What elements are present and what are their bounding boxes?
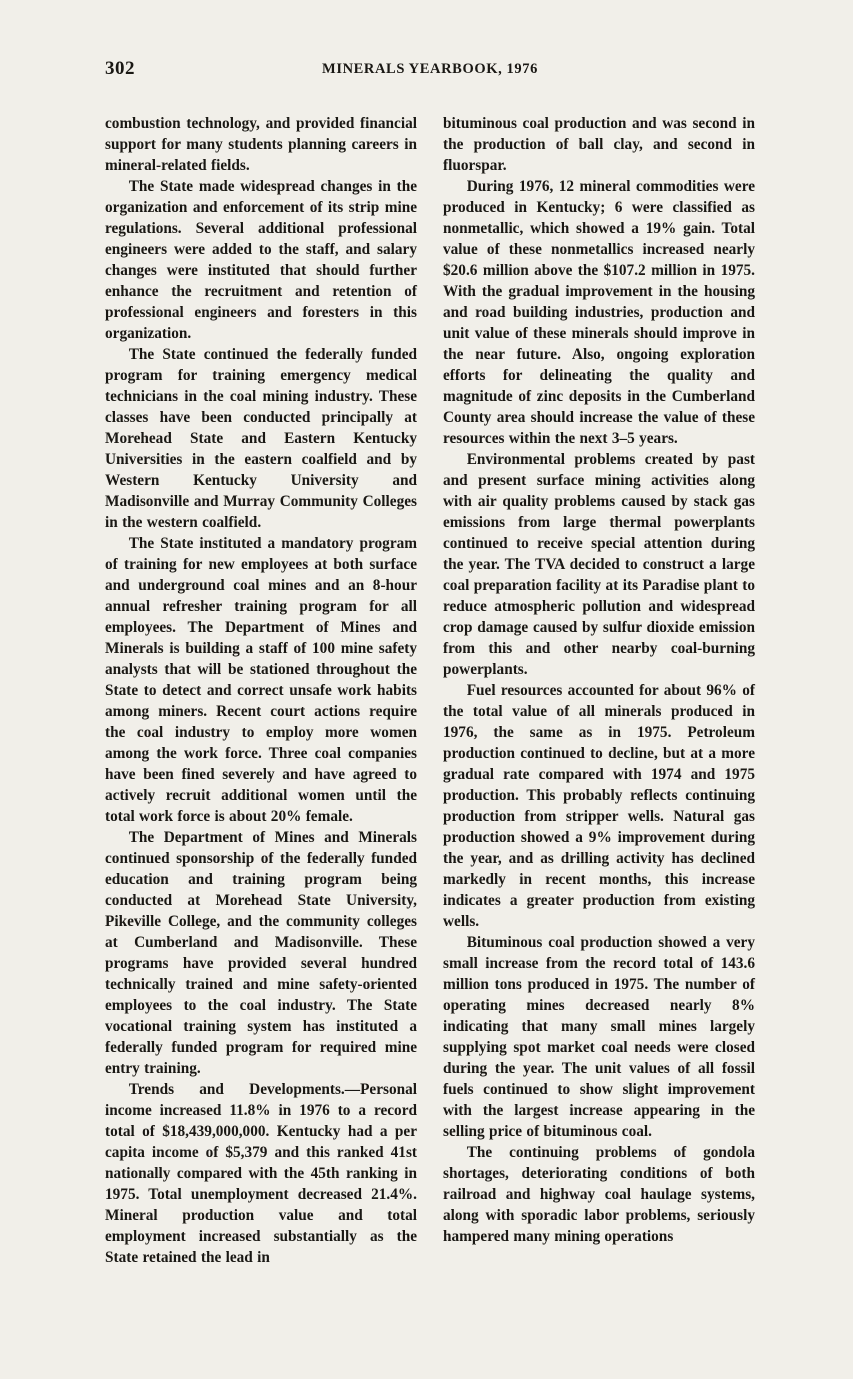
left-column <box>105 113 417 1268</box>
two-column-body <box>105 113 755 1268</box>
paragraph: combustion technology, and provided financial support for many students planning careers in mineral-related fields. <box>105 115 417 174</box>
paragraph: bituminous coal production and was second in the production of ball clay, and second in fluorspar. <box>443 115 755 174</box>
paragraph: Environmental problems created by past and present surface mining activities along with air quality problems caused by stack gas emissions from large thermal powerplants continued to receive special attention during the year. The TVA decided to construct a large coal preparation facility at its Paradise plant to reduce atmospheric pollution and widespread crop damage caused by sulfur dioxide emission from this and other nearby coal-burning powerplants. <box>443 451 755 678</box>
paragraph: The State continued the federally funded program for training emergency medical technicians in the coal mining industry. These classes have been conducted principally at Morehead State and Eastern Kentucky Universities in the eastern coalfield and by Western Kentucky University and Madisonville and Murray Community Colleges in the western coalfield. <box>105 346 417 531</box>
running-head <box>105 58 755 82</box>
paragraph: Fuel resources accounted for about 96% of the total value of all minerals produced in 1976, the same as in 1975. Petroleum production continued to decline, but at a more gradual rate compared with 1974 and 1975 production. This probably reflects continuing production from stripper wells. Natural gas production showed a 9% improvement during the year, and as drilling activity has declined markedly in recent months, this increase indicates a greater production from existing wells. <box>443 682 755 930</box>
paragraph: The continuing problems of gondola shortages, deteriorating conditions of both railroad and highway coal haulage systems, along with sporadic labor problems, seriously hampered many mining operations <box>443 1144 755 1245</box>
paragraph: Bituminous coal production showed a very small increase from the record total of 143.6 million tons produced in 1975. The number of operating mines decreased nearly 8% indicating that many small mines largely supplying spot market coal needs were closed during the year. The unit values of all fossil fuels continued to show slight improvement with the largest increase appearing in the selling price of bituminous coal. <box>443 934 755 1140</box>
page-title: MINERALS YEARBOOK, 1976 <box>322 61 538 77</box>
paragraph: The State made widespread changes in the organization and enforcement of its strip mine regulations. Several additional professional engineers were added to the staff, and salary changes were instituted that should further enhance the recruitment and retention of professional engineers and foresters in this organization. <box>105 178 417 342</box>
right-column <box>443 113 755 1268</box>
runin-heading: Trends and Developments. <box>128 1081 345 1098</box>
paragraph-trends <box>105 1079 417 1268</box>
paragraph-text: —Personal income increased 11.8% in 1976 to a record total of $18,439,000,000. Kentucky had a per capita income of $5,379 and this ranked 41st nationally compared with the 45th ranking in 1975. Total unemployment decreased 21.4%. Mineral production value and total employment increased substantially as the State retained the lead in <box>105 1081 417 1266</box>
page-number: 302 <box>105 58 135 79</box>
paragraph: During 1976, 12 mineral commodities were produced in Kentucky; 6 were classified as nonmetallic, which showed a 19% gain. Total value of these nonmetallics increased nearly $20.6 million above the $107.2 million in 1975. With the gradual improvement in the housing and road building industries, production and unit value of these minerals should improve in the near future. Also, ongoing exploration efforts for delineating the quality and magnitude of zinc deposits in the Cumberland County area should increase the value of these resources within the next 3–5 years. <box>443 178 755 447</box>
paragraph: The Department of Mines and Minerals continued sponsorship of the federally funded education and training program being conducted at Morehead State University, Pikeville College, and the community colleges at Cumberland and Madisonville. These programs have provided several hundred technically trained and mine safety-oriented employees to the coal industry. The State vocational training system has instituted a federally funded program for required mine entry training. <box>105 829 417 1077</box>
paragraph: The State instituted a mandatory program of training for new employees at both surface and underground coal mines and an 8-hour annual refresher training program for all employees. The Department of Mines and Minerals is building a staff of 100 mine safety analysts that will be stationed throughout the State to detect and correct unsafe work habits among miners. Recent court actions require the coal industry to employ more women among the work force. Three coal companies have been fined severely and have agreed to actively recruit additional women until the total work force is about 20% female. <box>105 535 417 825</box>
